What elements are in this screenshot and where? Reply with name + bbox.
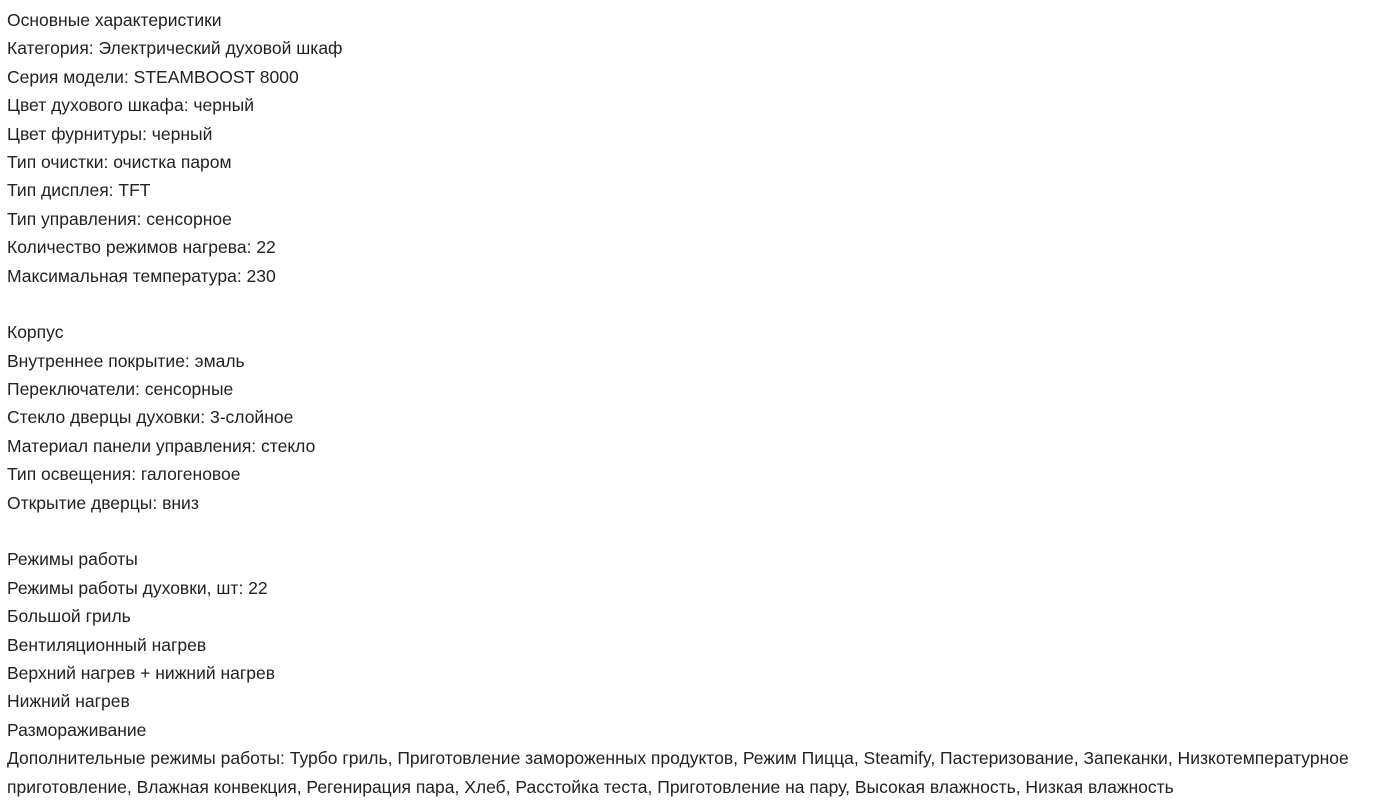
spec-line: Открытие дверцы: вниз [7, 492, 199, 513]
spec-line: Цвет духового шкафа: черный [7, 95, 255, 116]
spec-line: Тип дисплея: TFT [7, 180, 151, 201]
spec-line: Максимальная температура: 230 [7, 265, 276, 286]
section-spacer [7, 290, 1386, 318]
spec-line: Большой гриль [7, 606, 131, 627]
spec-line: Цвет фурнитуры: черный [7, 123, 213, 144]
spec-line: Переключатели: сенсорные [7, 379, 234, 400]
section-title: Корпус [7, 322, 64, 343]
spec-line: Нижний нагрев [7, 691, 130, 712]
section-title: Режимы работы [7, 549, 138, 570]
section-spacer [7, 517, 1386, 545]
additional-modes-paragraph: Дополнительные режимы работы: Турбо гриль, Приготовление замороженных продуктов, Режим Пицца, Steamify, Пастеризование, Запеканки, Низкотемпературное приготовление, Влажная конвекция, Регенирация пара, Хлеб, Расстойка теста, Приготовление на пару, Высокая влажность, Низкая влажность [7, 748, 1349, 797]
spec-line: Категория: Электрический духовой шкаф [7, 38, 343, 59]
spec-line: Материал панели управления: стекло [7, 435, 316, 456]
spec-line: Вентиляционный нагрев [7, 634, 207, 655]
spec-line: Размораживание [7, 719, 147, 740]
spec-line: Режимы работы духовки, шт: 22 [7, 577, 268, 598]
spec-line: Верхний нагрев + нижний нагрев [7, 662, 276, 683]
spec-line: Серия модели: STEAMBOOST 8000 [7, 66, 299, 87]
spec-line: Внутреннее покрытие: эмаль [7, 350, 245, 371]
section-main-characteristics [7, 6, 1386, 290]
spec-line: Тип освещения: галогеновое [7, 464, 241, 485]
spec-line: Стекло дверцы духовки: 3-слойное [7, 407, 294, 428]
spec-line: Тип управления: сенсорное [7, 208, 232, 229]
spec-line: Количество режимов нагрева: 22 [7, 237, 276, 258]
spec-line: Тип очистки: очистка паром [7, 151, 232, 172]
section-title: Основные характеристики [7, 10, 222, 30]
section-body [7, 318, 1386, 517]
section-operating-modes [7, 545, 1386, 801]
